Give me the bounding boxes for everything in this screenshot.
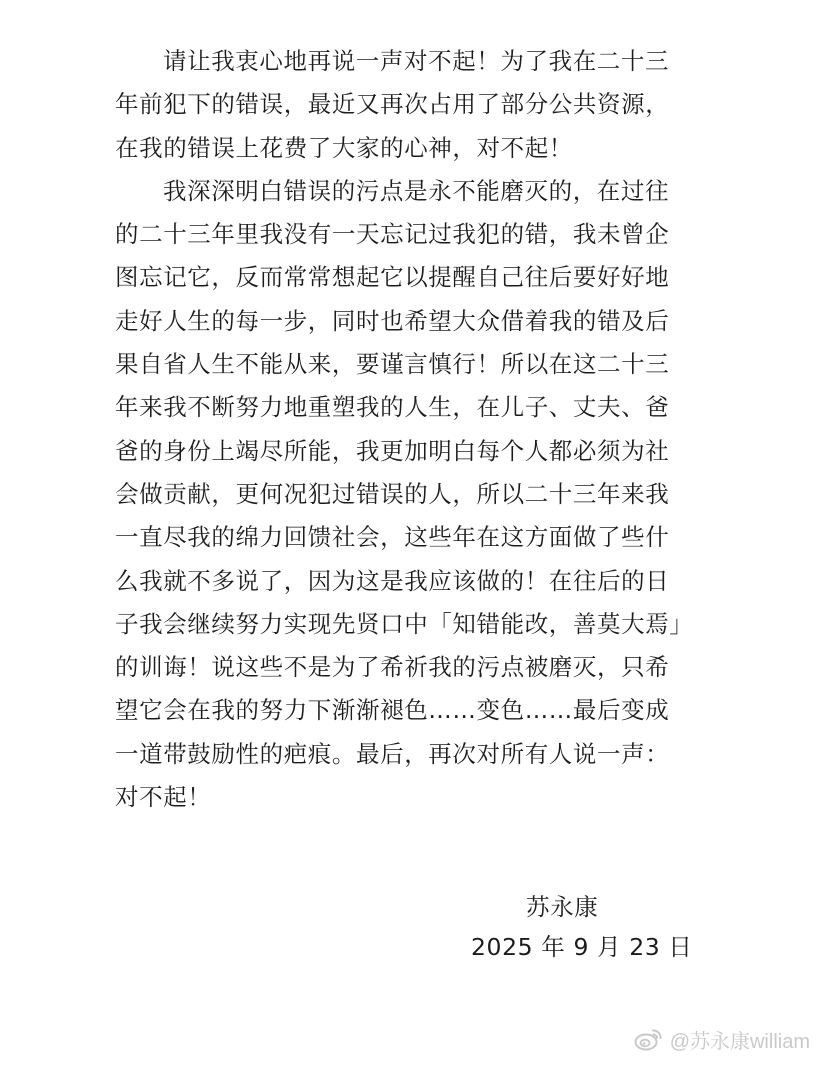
signature-date: 2025 年 9 月 23 日 xyxy=(471,933,693,961)
letter-body xyxy=(115,40,715,819)
letter-line: 爸的身份上竭尽所能，我更加明白每个人都必须为社 xyxy=(115,436,670,465)
signature-name: 苏永康 xyxy=(526,893,599,921)
letter-line: 图忘记它，反而常常想起它以提醒自己往后要好好地 xyxy=(115,263,670,292)
letter-line: 请让我衷心地再说一声对不起！为了我在二十三 xyxy=(163,47,670,75)
letter-line: 年前犯下的错误，最近又再次占用了部分公共资源， xyxy=(115,90,670,119)
letter-line: 在我的错误上花费了大家的心神，对不起！ xyxy=(115,133,573,162)
letter-line: 子我会继续努力实现先贤口中「知错能改，善莫大焉」 xyxy=(115,609,694,638)
letter-line: 一道带鼓励性的疤痕。最后，再次对所有人说一声： xyxy=(115,739,670,768)
letter-line: 年来我不断努力地重塑我的人生，在儿子、丈夫、爸 xyxy=(115,393,670,422)
letter-line: 的训诲！说这些不是为了希祈我的污点被磨灭，只希 xyxy=(115,653,670,682)
letter-line: 走好人生的每一步，同时也希望大众借着我的错及后 xyxy=(115,306,670,335)
letter-line: 我深深明白错误的污点是永不能磨灭的，在过往 xyxy=(163,176,670,205)
watermark-handle: @苏永康william xyxy=(669,1030,810,1053)
letter-line: 望它会在我的努力下渐渐褪色……变色……最后变成 xyxy=(115,696,670,725)
letter-line: 一直尽我的绵力回馈社会，这些年在这方面做了些什 xyxy=(115,523,670,552)
letter-line: 对不起！ xyxy=(115,783,212,812)
letter-line: 么我就不多说了，因为这是我应该做的！在往后的日 xyxy=(115,566,670,595)
letter-line: 果自省人生不能从来，要谨言慎行！所以在这二十三 xyxy=(115,350,670,379)
weibo-watermark xyxy=(634,1023,810,1055)
weibo-logo-icon xyxy=(634,1026,664,1052)
letter-line: 会做贡献，更何况犯过错误的人，所以二十三年来我 xyxy=(115,479,670,508)
letter-line: 的二十三年里我没有一天忘记过我犯的错，我未曾企 xyxy=(115,220,670,249)
